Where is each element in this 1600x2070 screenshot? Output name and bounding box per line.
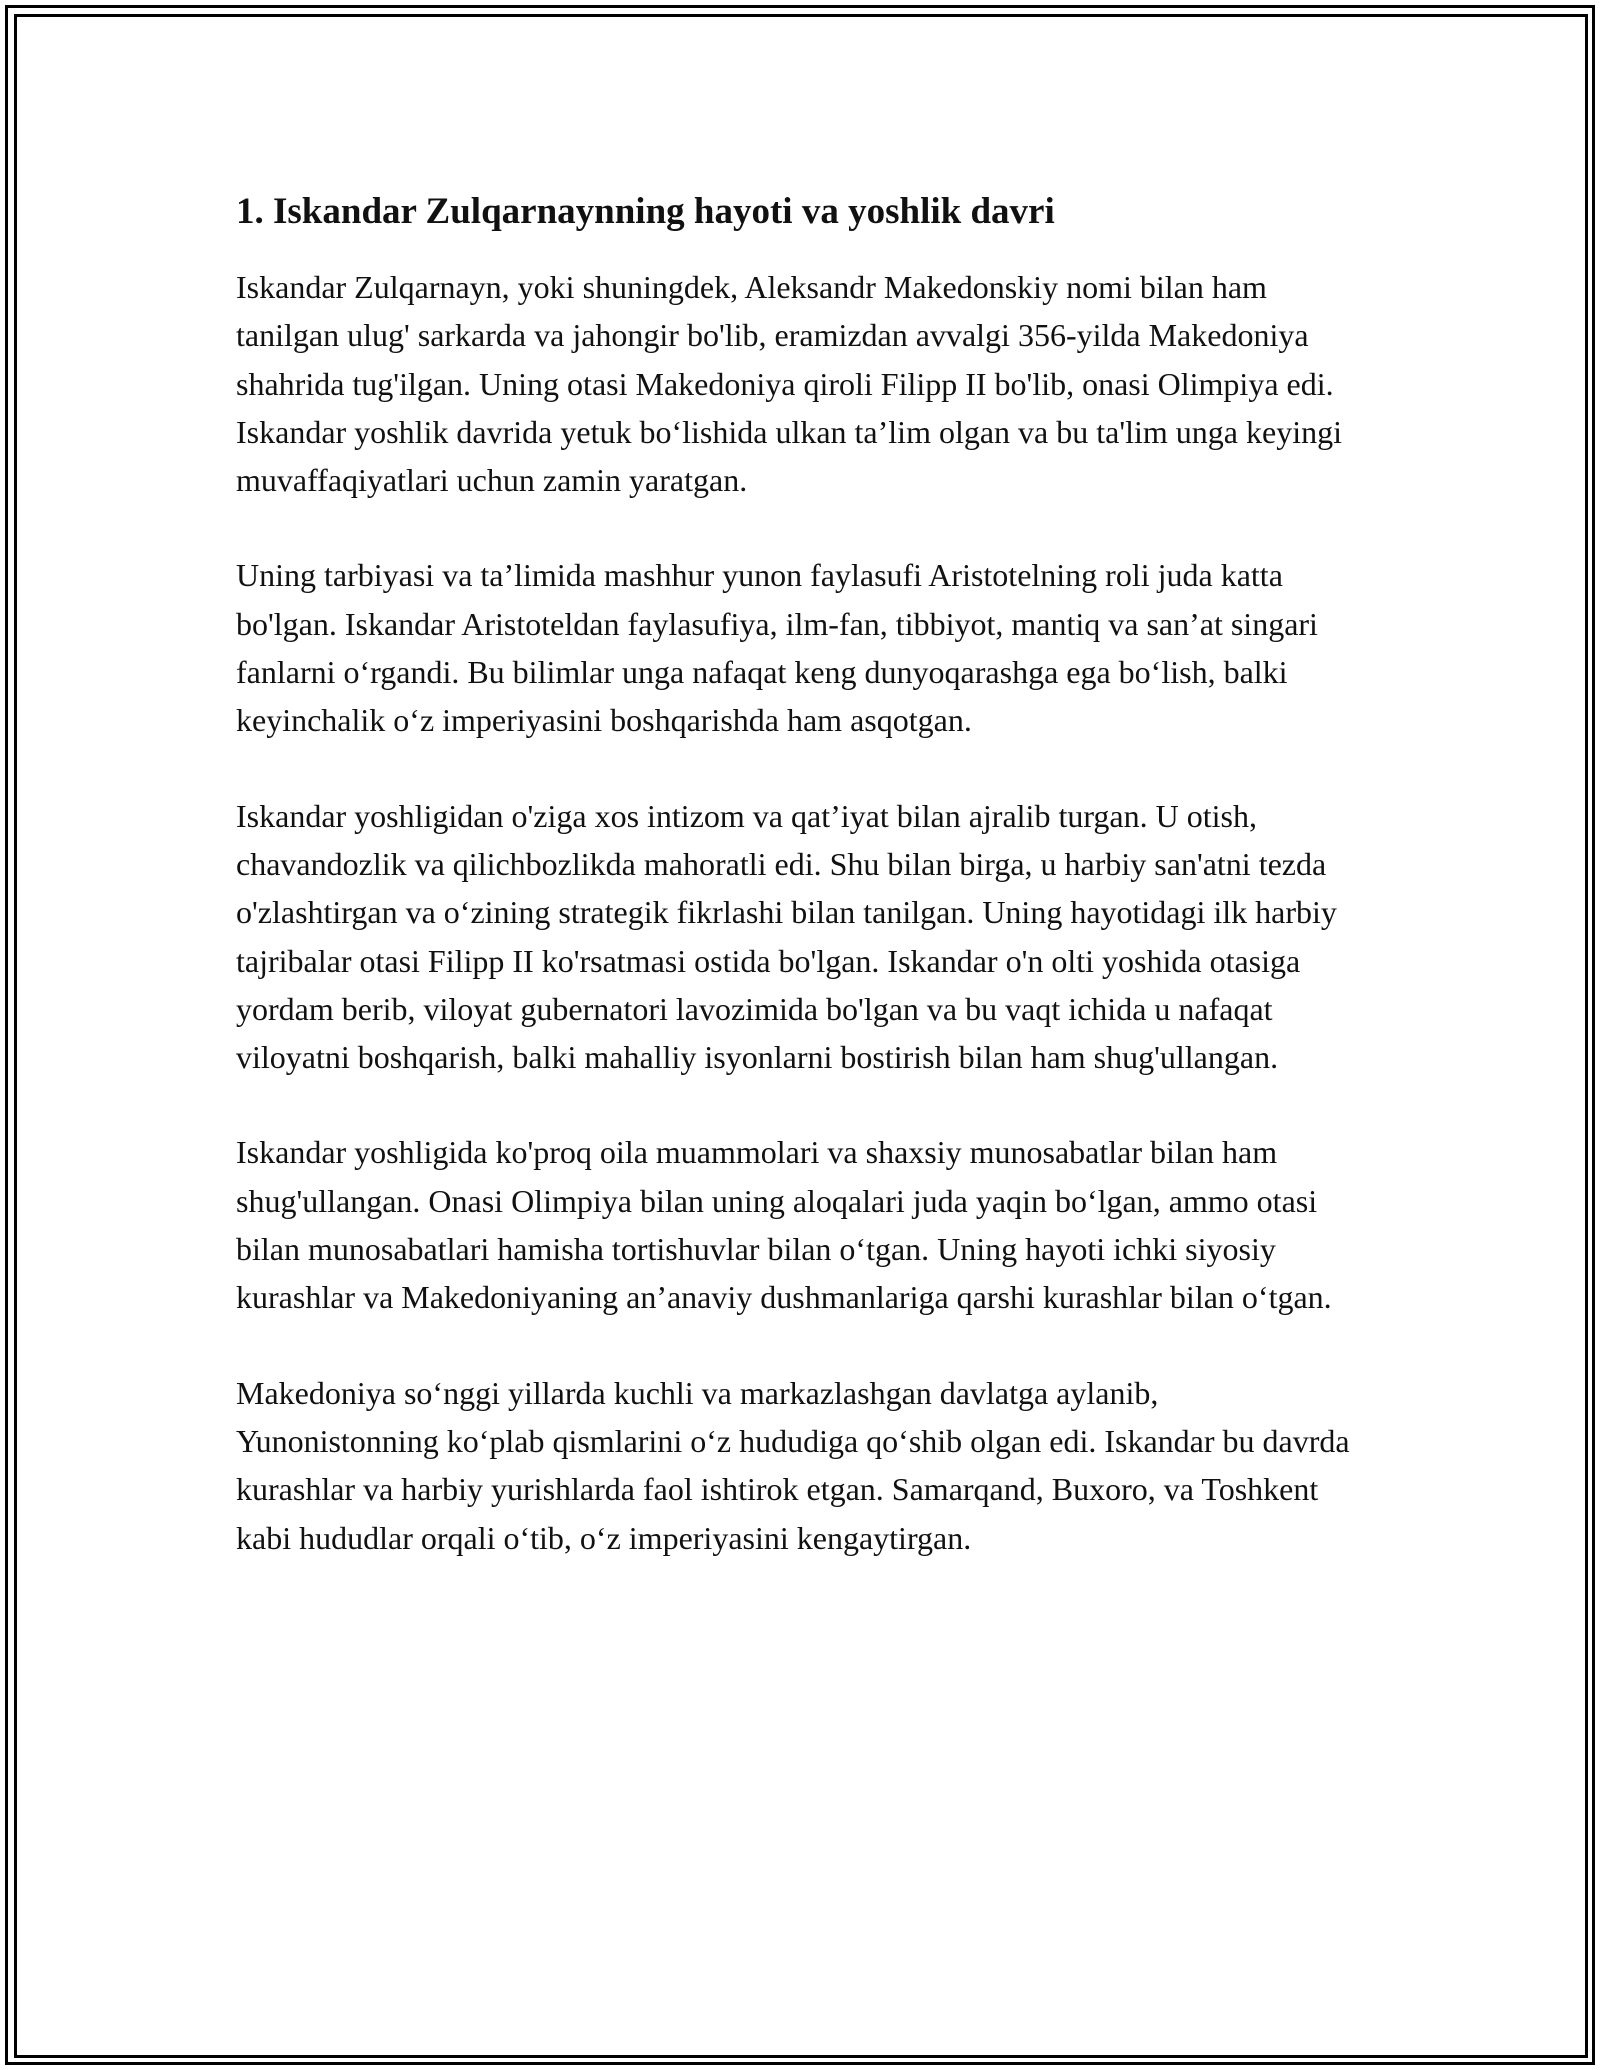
section-heading: 1. Iskandar Zulqarnaynning hayoti va yoshlik davri — [236, 191, 1055, 232]
paragraph-3: Iskandar yoshligidan o'ziga xos intizom va qat’iyat bilan ajralib turgan. U otish, chavandozlik va qilichbozlikda mahoratli edi. Shu bilan birga, u harbiy san'atni tezda o'zlashtirgan va o‘zining strategik fikrlashi bilan tanilgan. Uning hayotidagi ilk harbiy tajribalar otasi Filipp II ko'rsatmasi ostida bo'lgan. Iskandar o'n olti yoshida otasiga yordam berib, viloyat gubernatori lavozimida bo'lgan va bu vaqt ichida u nafaqat viloyatni boshqarish, balki mahalliy isyonlarni bostirish bilan ham shug'ullangan. — [236, 797, 1337, 1076]
paragraph-2: Uning tarbiyasi va ta’limida mashhur yunon faylasufi Aristotelning roli juda katta bo'lgan. Iskandar Aristoteldan faylasufiya, ilm-fan, tibbiyot, mantiq va san’at singari fanlarni o‘rgandi. Bu bilimlar unga nafaqat keng dunyoqarashga ega bo‘lish, balki keyinchalik o‘z imperiyasini boshqarishda ham asqotgan. — [236, 557, 1318, 739]
paragraph-1: Iskandar Zulqarnayn, yoki shuningdek, Aleksandr Makedonskiy nomi bilan ham tanilgan ulug' sarkarda va jahongir bo'lib, eramizdan avvalgi 356-yilda Makedoniya shahrida tug'ilgan. Uning otasi Makedoniya qiroli Filipp II bo'lib, onasi Olimpiya edi. Iskandar yoshlik davrida yetuk bo‘lishida ulkan ta’lim olgan va bu ta'lim unga keyingi muvaffaqiyatlari uchun zamin yaratgan. — [236, 269, 1342, 499]
paragraph-5: Makedoniya so‘nggi yillarda kuchli va markazlashgan davlatga aylanib, Yunonistonning ko‘plab qismlarini o‘z hududiga qo‘shib olgan edi. Iskandar bu davrda kurashlar va harbiy yurishlarda faol ishtirok etgan. Samarqand, Buxoro, va Toshkent kabi hududlar orqali o‘tib, o‘z imperiyasini kengaytirgan. — [236, 1374, 1350, 1556]
paragraph-4: Iskandar yoshligida ko'proq oila muammolari va shaxsiy munosabatlar bilan ham shug'ullangan. Onasi Olimpiya bilan uning aloqalari juda yaqin bo‘lgan, ammo otasi bilan munosabatlari hamisha tortishuvlar bilan o‘tgan. Uning hayoti ichki siyosiy kurashlar va Makedoniyaning an’anaviy dushmanlariga qarshi kurashlar bilan o‘tgan. — [236, 1134, 1332, 1316]
document-body — [236, 188, 1366, 1609]
